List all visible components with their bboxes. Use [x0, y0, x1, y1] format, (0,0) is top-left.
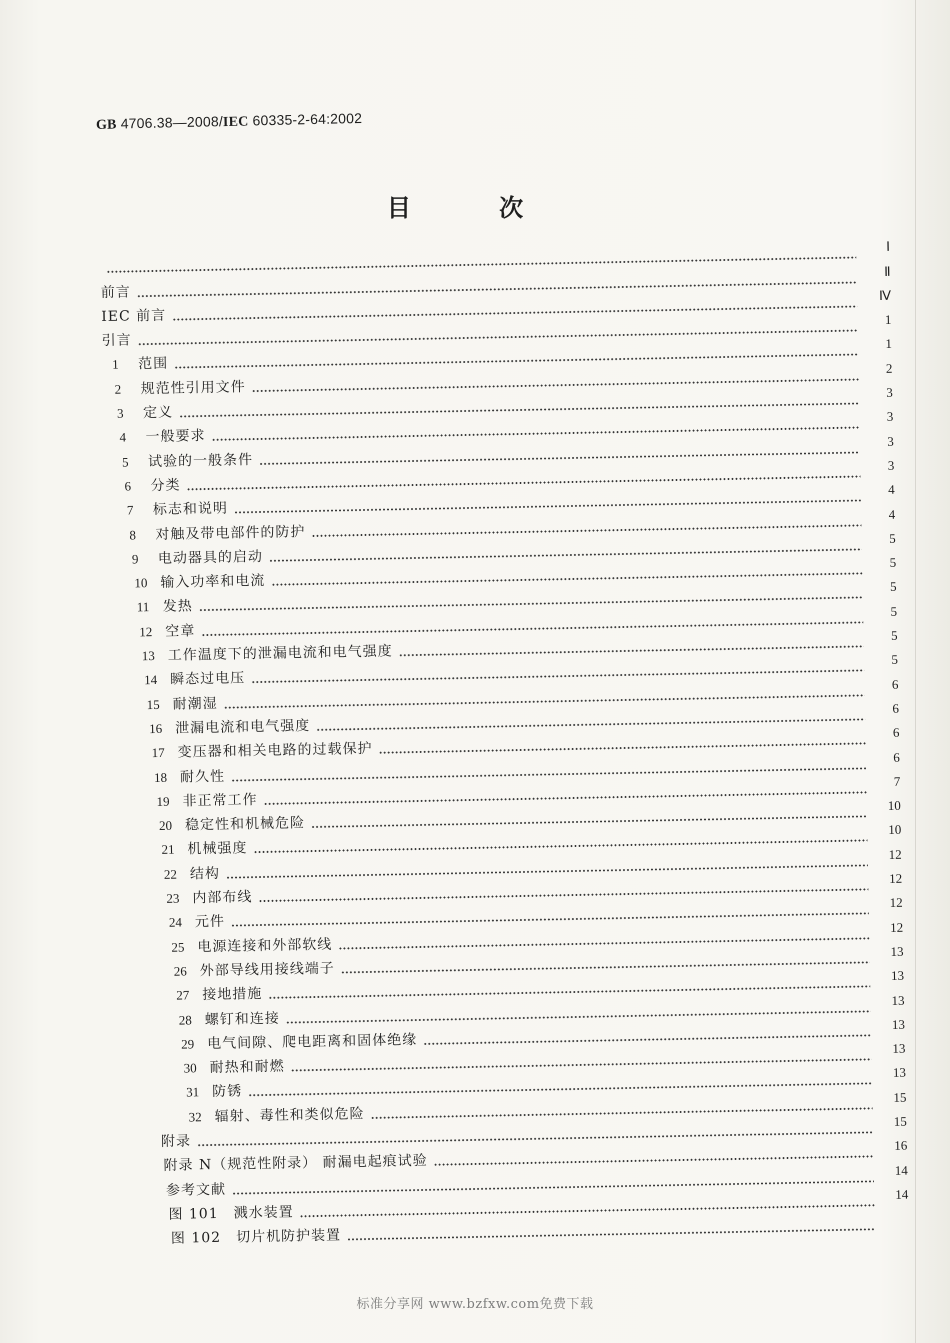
toc-entry-label: 泄漏电流和电气强度 [175, 717, 311, 737]
toc-entry-label: 元件 [194, 914, 226, 931]
toc-entry-page: 3 [887, 457, 895, 473]
toc-entry-label: 防锈 [212, 1083, 243, 1101]
toc-entry-page: 3 [887, 433, 894, 449]
toc-entry-label: 试验的一般条件 [147, 451, 254, 470]
toc-entry-label: 输入功率和电流 [160, 573, 266, 592]
toc-entry-page: 13 [891, 1016, 906, 1032]
toc-entry-label: 结构 [189, 865, 221, 883]
toc-entry-page: 5 [890, 603, 898, 619]
toc-entry-label: 空章 [165, 622, 196, 640]
toc-entry-page: 10 [887, 797, 901, 814]
toc-entry-label: 发热 [162, 598, 193, 616]
toc-entry-page: Ⅳ [878, 287, 892, 303]
toc-entry-page [881, 1227, 909, 1228]
toc-entry-label: 前言 [100, 284, 131, 301]
toc-entry-label: 参考文献 [165, 1181, 227, 1199]
toc-entry-number: 14 [144, 672, 158, 688]
toc-entry-number: 26 [173, 963, 187, 979]
toc-entry-number: 27 [176, 987, 190, 1003]
toc-entry-label: 变压器和相关电路的过载保护 [177, 741, 373, 761]
toc-entry-page: 12 [889, 919, 904, 935]
toc-entry-page: 4 [888, 506, 896, 522]
toc-entry-label: 电动器具的启动 [157, 548, 264, 567]
toc-entry-page: 12 [888, 846, 902, 862]
toc-entry-number: 19 [156, 793, 170, 809]
toc-entry-number: 2 [114, 381, 122, 397]
header-iec: IEC [222, 114, 249, 131]
toc-entry-label: 稳定性和机械危险 [184, 815, 306, 834]
toc-entry-page: 13 [890, 967, 905, 984]
toc-entry-label: 耐热和耐燃 [209, 1058, 285, 1077]
toc-entry-label: 非正常工作 [182, 791, 258, 810]
toc-entry-number: 15 [146, 696, 160, 712]
toc-entry-label: 电气间隙、爬电距离和固体绝缘 [207, 1031, 418, 1052]
toc-entry-label: 规范性引用文件 [140, 379, 246, 398]
toc-entry-number: 9 [131, 551, 139, 567]
toc-entry-page: 1 [885, 336, 893, 352]
toc-entry-page: 13 [891, 992, 905, 1008]
toc-entry-page: 3 [886, 409, 894, 425]
toc-entry-number: 32 [188, 1108, 202, 1125]
toc-entry-label: 标志和说明 [152, 500, 229, 519]
toc-entry-label: 外部导线用接线端子 [199, 960, 335, 980]
toc-entry-page: Ⅱ [883, 263, 891, 279]
toc-entry-number: 7 [126, 502, 134, 518]
toc-entry-page: 13 [892, 1065, 907, 1081]
header-iec-number: 60335-2-64:2002 [252, 109, 363, 129]
toc-entry-label: 定义 [142, 404, 174, 422]
toc-entry-page: 5 [889, 579, 897, 595]
toc-entry-number: 25 [171, 939, 185, 955]
toc-entry-page: 12 [889, 895, 903, 911]
header-number: 4706.38—2008/ [120, 113, 224, 132]
toc-entry-number: 17 [151, 745, 165, 761]
toc-entry-page: 3 [886, 384, 893, 401]
toc-entry-label: IEC 前言 [101, 307, 167, 325]
toc-entry-number: 28 [178, 1011, 192, 1028]
toc-entry-page: 5 [890, 627, 898, 643]
toc-entry-page: 14 [894, 1162, 908, 1178]
toc-entry-label: 附录 [160, 1133, 192, 1150]
toc-entry-page: 16 [894, 1137, 908, 1154]
toc-entry-label: 图 101 溅水装置 [168, 1204, 294, 1223]
toc-entry-page: 15 [893, 1089, 907, 1105]
toc-entry-number: 21 [161, 842, 175, 858]
toc-entry-number: 4 [119, 429, 127, 446]
toc-entry-label: 一般要求 [145, 428, 206, 446]
toc-entry-number: 8 [129, 526, 137, 543]
toc-entry-page: 2 [885, 360, 893, 376]
toc-entry-label: 耐久性 [179, 768, 226, 786]
toc-entry-label: 图 102 切片机防护装置 [170, 1227, 342, 1247]
toc-entry-label: 工作温度下的泄漏电流和电气强度 [167, 643, 393, 664]
toc-entry-number: 30 [183, 1060, 197, 1076]
toc-entry-number: 3 [116, 405, 124, 421]
toc-leader-dots [347, 1228, 875, 1240]
toc-entry-number: 6 [124, 478, 132, 494]
toc-entry-label: 分类 [150, 477, 181, 495]
toc-entry-label: 辐射、毒性和类似危险 [214, 1105, 365, 1125]
toc-entry-label: 耐潮湿 [172, 695, 218, 713]
toc-entry-page: 13 [890, 943, 904, 959]
toc-entry-number: 12 [139, 623, 153, 640]
toc-entry-page: 6 [891, 676, 899, 692]
watermark-footer: 标准分享网 www.bzfxw.com免费下载 [356, 1297, 594, 1312]
toc-entry-number: 16 [149, 720, 163, 737]
toc-entry-label: 接地措施 [202, 986, 263, 1004]
toc-entry-page: 5 [888, 530, 896, 546]
toc-entry-label: 引言 [101, 332, 132, 350]
toc-entry-page: Ⅰ [886, 239, 891, 255]
toc-entry-label: 附录 N（规范性附录） 耐漏电起痕试验 [163, 1153, 428, 1175]
toc-entry-number: 10 [134, 575, 148, 591]
toc-entry-page: 6 [893, 749, 900, 765]
toc-entry-page: 10 [888, 822, 902, 838]
standard-header [96, 110, 363, 134]
toc-entry-number: 11 [136, 599, 150, 615]
toc-entry-number: 24 [168, 914, 183, 931]
header-code: GB [95, 117, 117, 133]
toc-entry-label: 范围 [138, 356, 169, 373]
toc-entry-number: 13 [141, 648, 155, 664]
toc-entry-page: 14 [895, 1186, 909, 1202]
toc-entry-number: 22 [163, 866, 178, 882]
toc-entry-label: 内部布线 [192, 889, 253, 907]
toc-entry-page: 12 [889, 870, 903, 886]
toc-entry-page: 6 [892, 724, 900, 741]
toc-entry-page: 6 [892, 700, 900, 716]
toc-entry-number: 5 [121, 454, 129, 470]
toc-entry-page: 7 [893, 773, 901, 789]
toc-entry-number: 31 [186, 1084, 200, 1100]
toc-entry-label: 对触及带电部件的防护 [155, 523, 306, 543]
toc-entry-page: 1 [884, 312, 892, 328]
toc-entry-page: 5 [891, 652, 899, 668]
toc-entry-page: 4 [888, 482, 895, 498]
toc-entry-page: 13 [892, 1040, 906, 1057]
toc-entry-number: 20 [158, 817, 173, 834]
toc-entry-page: 15 [893, 1113, 907, 1129]
toc-entry-label: 电源连接和外部软线 [197, 936, 333, 955]
toc-entry-page: 5 [889, 554, 897, 571]
toc-entry-number: 23 [166, 890, 180, 906]
toc-entry-number: 29 [181, 1036, 195, 1052]
table-of-contents [100, 237, 909, 1248]
toc-entry-number: 18 [153, 769, 168, 785]
toc-entry-label: 瞬态过电压 [170, 670, 246, 689]
toc-entry-number: 1 [112, 357, 119, 373]
toc-entry-label: 螺钉和连接 [204, 1010, 280, 1028]
page-title: 目 次 [386, 194, 564, 222]
toc-entry-label: 机械强度 [187, 840, 248, 858]
